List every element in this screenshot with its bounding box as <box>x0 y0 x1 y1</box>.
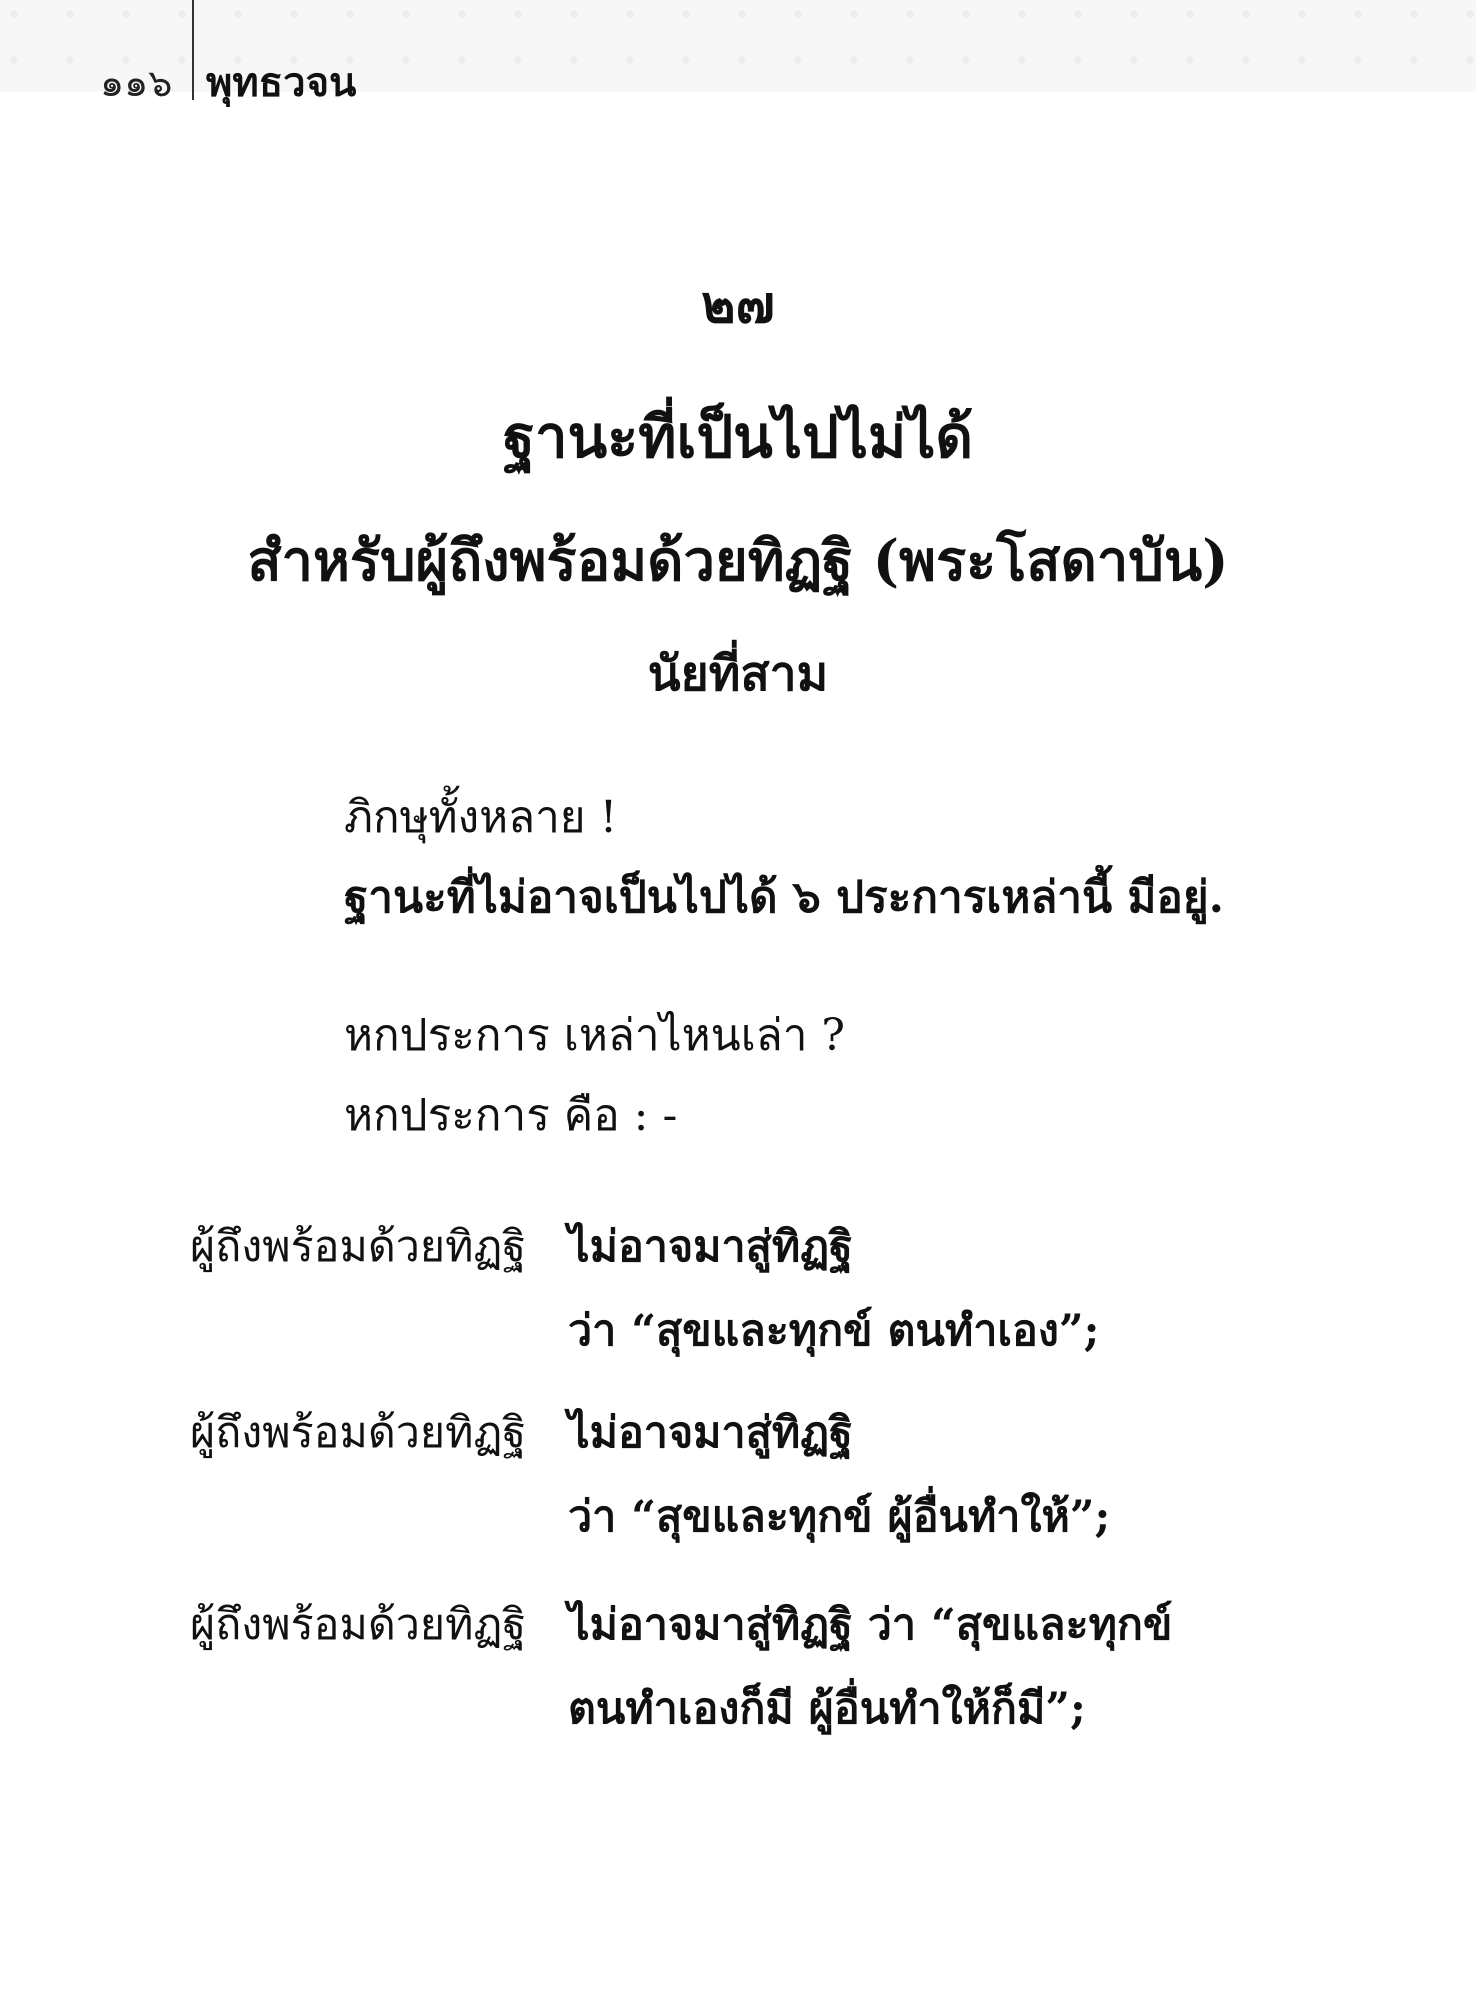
header-divider <box>192 0 194 100</box>
verse-2-subject: ผู้ถึงพร้อมด้วยทิฏฐิ <box>190 1408 527 1458</box>
intro-address: ภิกษุทั้งหลาย ! <box>344 792 618 843</box>
chapter-title-line2: สำหรับผู้ถึงพร้อมด้วยทิฏฐิ (พระโสดาบัน) <box>247 528 1229 594</box>
intro-statement: ฐานะที่ไม่อาจเป็นไปได้ ๖ ประการเหล่านี้ มีอยู่. <box>344 872 1224 923</box>
verse-3-line1: ไม่อาจมาสู่ทิฏฐิ ว่า “สุขและทุกข์ <box>568 1600 1173 1650</box>
chapter-subtitle: นัยที่สาม <box>647 646 829 702</box>
verse-2-line2: ว่า “สุขและทุกข์ ผู้อื่นทำให้”; <box>568 1492 1111 1542</box>
verse-2-line1: ไม่อาจมาสู่ทิฏฐิ <box>568 1408 853 1458</box>
running-title: พุทธวจน <box>206 59 357 106</box>
verse-3-subject: ผู้ถึงพร้อมด้วยทิฏฐิ <box>190 1600 527 1650</box>
intro-question: หกประการ เหล่าไหนเล่า ? <box>344 1010 846 1061</box>
chapter-title-line1: ฐานะที่เป็นไปไม่ได้ <box>502 403 974 471</box>
intro-answer: หกประการ คือ : - <box>344 1090 678 1141</box>
verse-1-line2: ว่า “สุขและทุกข์ ตนทำเอง”; <box>568 1306 1100 1356</box>
verse-1-line1: ไม่อาจมาสู่ทิฏฐิ <box>568 1222 853 1272</box>
verse-1-subject: ผู้ถึงพร้อมด้วยทิฏฐิ <box>190 1222 527 1272</box>
verse-3-line2: ตนทำเองก็มี ผู้อื่นทำให้ก็มี”; <box>568 1684 1086 1734</box>
page-number: ๑๑๖ <box>100 61 173 105</box>
chapter-number: ๒๗ <box>701 274 775 335</box>
